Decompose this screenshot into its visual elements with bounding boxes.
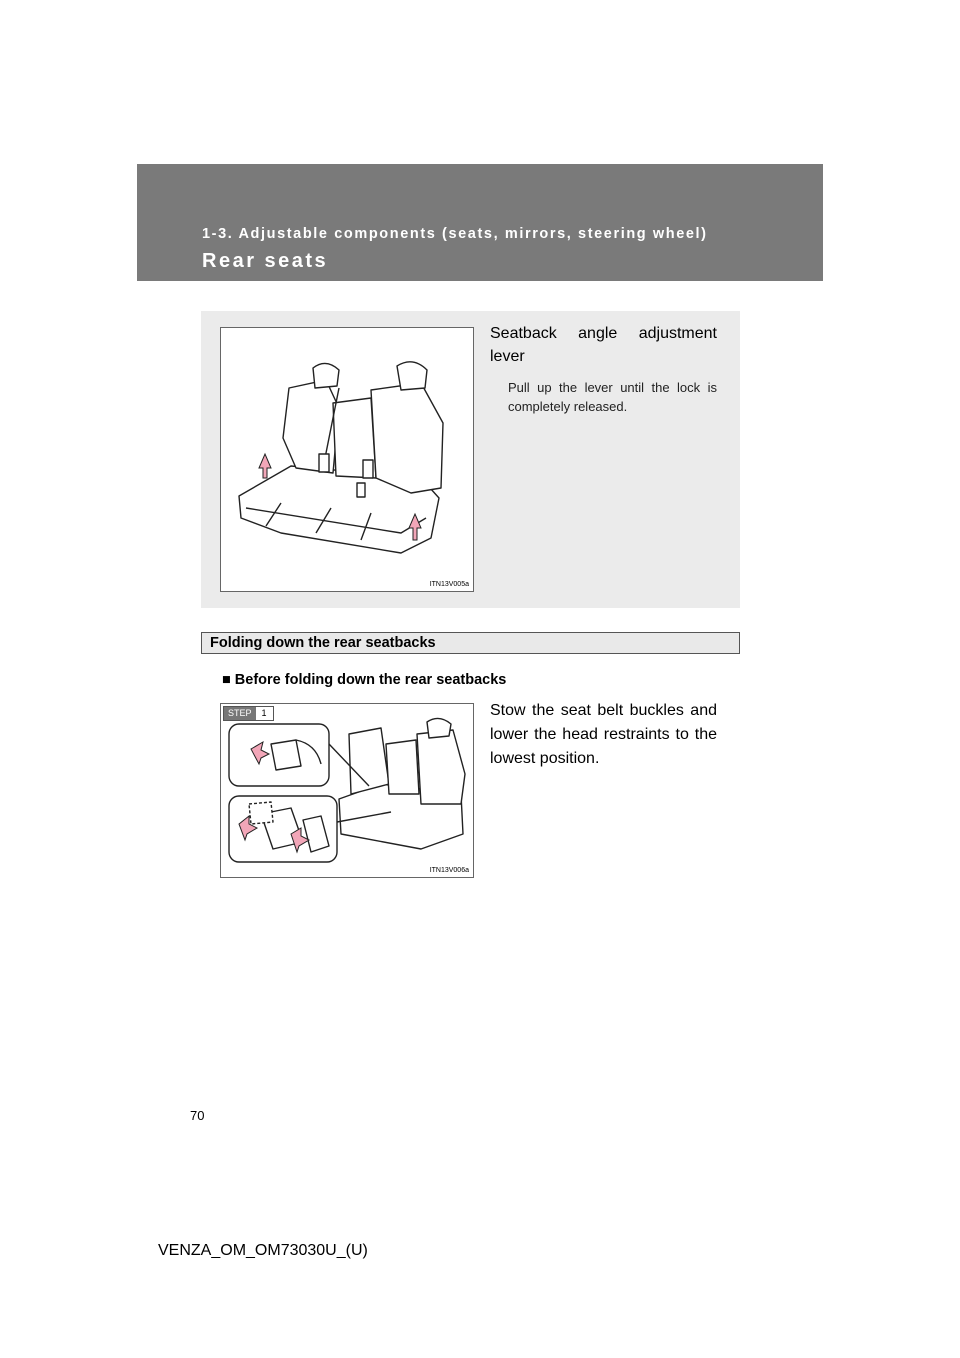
lever-caption: Seatback angle adjustment lever — [490, 325, 717, 365]
page-number: 70 — [190, 1108, 205, 1123]
stow-buckles-illustration — [220, 703, 474, 878]
step-number: 1 — [256, 707, 273, 720]
square-bullet-icon: ■ — [222, 672, 231, 688]
seatback-lever-illustration — [220, 327, 474, 592]
bullet-heading — [222, 672, 506, 688]
bullet-heading-text: Before folding down the rear seatbacks — [234, 672, 507, 688]
step-instruction: Stow the seat belt buckles and lower the head restraints to the lowest position. — [490, 702, 717, 767]
page-title: Rear seats — [202, 250, 329, 272]
section-label: 1-3. Adjustable components (seats, mirrors, steering wheel) — [202, 226, 708, 242]
figure-code: ITN13V005a — [429, 581, 469, 588]
step-label: STEP — [224, 707, 256, 720]
document-code: VENZA_OM_OM73030U_(U) — [158, 1242, 368, 1259]
stow-drawing — [221, 704, 473, 877]
folding-heading-bar — [201, 632, 740, 654]
figure-code-2: ITN13V006a — [429, 867, 469, 874]
lever-arrow-left-icon — [259, 454, 271, 478]
lever-instruction: Pull up the lever until the lock is completely released. — [508, 380, 717, 414]
folding-heading: Folding down the rear seatbacks — [210, 635, 436, 651]
header-band — [137, 164, 823, 281]
rear-seat-drawing — [221, 328, 473, 591]
